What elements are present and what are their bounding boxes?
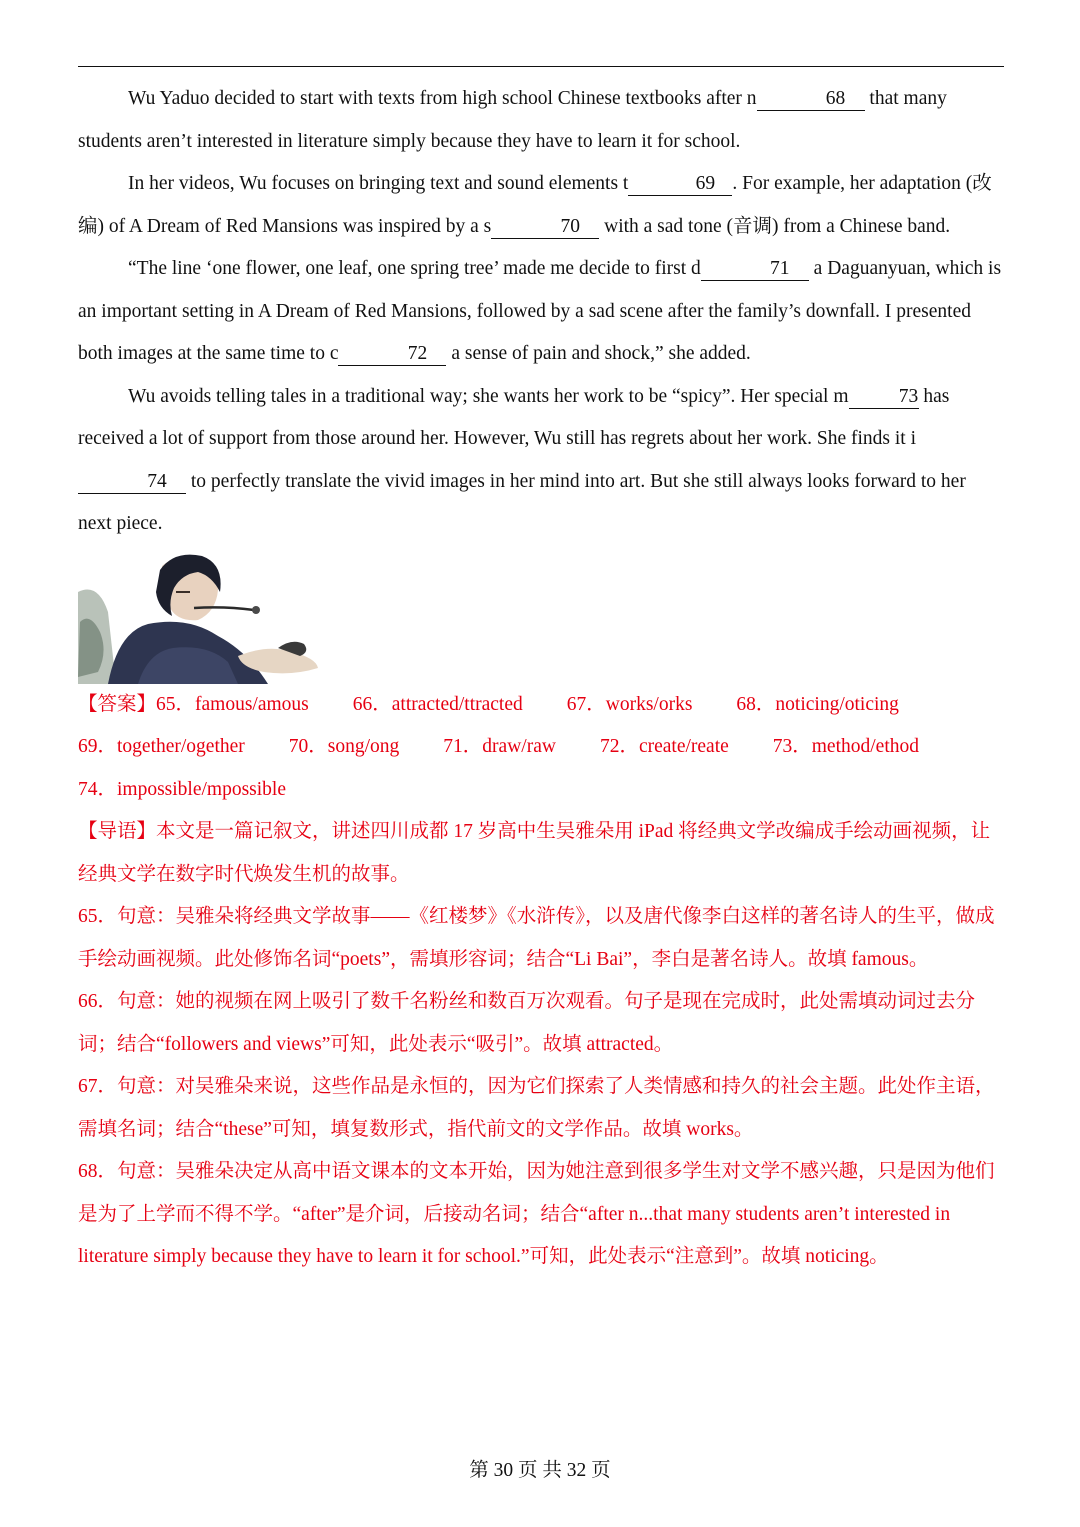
explanation-68: 68．句意：吴雅朵决定从高中语文课本的文本开始，因为她注意到很多学生对文学不感兴趣，只是因为他们是为了上学而不得不学。“after”是介词，后接动名词；结合“after n...that many students aren’t interested in literature simply because they have to learn it for school.”可知，此处表示“注意到”。故填 noticing。 <box>78 1161 995 1267</box>
blank-68: 68 <box>757 88 865 111</box>
passage-text: that many students aren’t interested in literature simply because they have to learn it for school. <box>78 88 947 152</box>
passage-text: with a sad tone (音调) from a Chinese band. <box>599 215 951 237</box>
answer-item: 65．famous/amous <box>156 693 309 715</box>
answer-item: 67．works/orks <box>566 693 693 715</box>
explanation-65: 65．句意：吴雅朵将经典文学故事——《红楼梦》《水浒传》，以及唐代像李白这样的著名诗人的生平，做成手绘动画视频。此处修饰名词“poets”，需填形容词；结合“Li Bai”，李白是著名诗人。故填 famous。 <box>78 906 995 970</box>
passage-paragraph-4 <box>78 376 1004 546</box>
blank-72: 72 <box>338 343 446 366</box>
answer-label: 【答案】 <box>78 693 157 715</box>
passage-text: In her videos, Wu focuses on bringing text and sound elements t <box>128 173 629 194</box>
passage-text: Wu avoids telling tales in a traditional way; she wants her work to be “spicy”. Her special m <box>128 385 849 407</box>
answer-row-3 <box>78 769 1004 812</box>
answer-item: 70．song/ong <box>288 736 400 757</box>
guide-label: 【导语】 <box>78 821 157 842</box>
passage-paragraph-1 <box>78 78 1004 163</box>
blank-71: 71 <box>701 258 809 281</box>
explanation-66: 66．句意：她的视频在网上吸引了数千名粉丝和数百万次观看。句子是现在完成时，此处需填动词过去分词；结合“followers and views”可知，此处表示“吸引”。故填 attracted。 <box>78 991 976 1055</box>
passage-text: to perfectly translate the vivid images in her mind into art. But she still always looks forward to her next piece. <box>78 470 966 534</box>
answer-item: 66．attracted/ttracted <box>352 693 523 715</box>
guide-text: 本文是一篇记叙文，讲述四川成都 17 岁高中生吴雅朵用 iPad 将经典文学改编成手绘动画视频，让经典文学在数字时代焕发生机的故事。 <box>78 821 991 885</box>
answer-row-2 <box>78 726 1004 769</box>
answer-section <box>78 684 1004 1279</box>
answer-item: 71．draw/raw <box>443 736 556 757</box>
blank-74: 74 <box>78 471 186 494</box>
blank-70: 70 <box>491 216 599 239</box>
answer-item: 73．method/ethod <box>772 736 919 757</box>
passage-paragraph-3 <box>78 248 1004 376</box>
answer-item: 72．create/reate <box>599 736 729 757</box>
page-footer: 第 30 页 共 32 页 <box>469 1460 611 1481</box>
blank-69: 69 <box>628 173 732 196</box>
passage-text: Wu Yaduo decided to start with texts from high school Chinese textbooks after n <box>128 88 757 109</box>
blank-73: 73 <box>849 386 919 409</box>
guide-paragraph <box>78 811 1004 896</box>
answer-item: 68．noticing/oticing <box>736 693 899 715</box>
answer-item: 74．impossible/mpossible <box>78 778 287 800</box>
header-rule <box>78 66 1004 67</box>
passage-paragraph-2 <box>78 163 1004 248</box>
passage-text: . For example, her adaptation (改编) of A Dream of Red Mansions was inspired by a s <box>78 173 992 237</box>
passage-text: a Daguanyuan, which is an important setting in A Dream of Red Mansions, followed by a sad scene after the family’s downfall. I presented both images at the same time to c <box>78 258 1002 364</box>
passage-text: has received a lot of support from those around her. However, Wu still has regrets about her work. She finds it i <box>78 385 950 449</box>
page-content <box>78 78 1004 1279</box>
explanation-67: 67．句意：对吴雅朵来说，这些作品是永恒的，因为它们探索了人类情感和持久的社会主题。此处作主语，需填名词；结合“these”可知，填复数形式，指代前文的文学作品。故填 works。 <box>78 1076 995 1140</box>
answer-row-1 <box>78 684 1004 727</box>
passage-text: “The line ‘one flower, one leaf, one spring tree’ made me decide to first d <box>128 258 701 279</box>
illustration-image <box>78 552 318 684</box>
answer-item: 69．together/ogether <box>78 736 245 757</box>
passage-text: a sense of pain and shock,” she added. <box>446 343 751 364</box>
